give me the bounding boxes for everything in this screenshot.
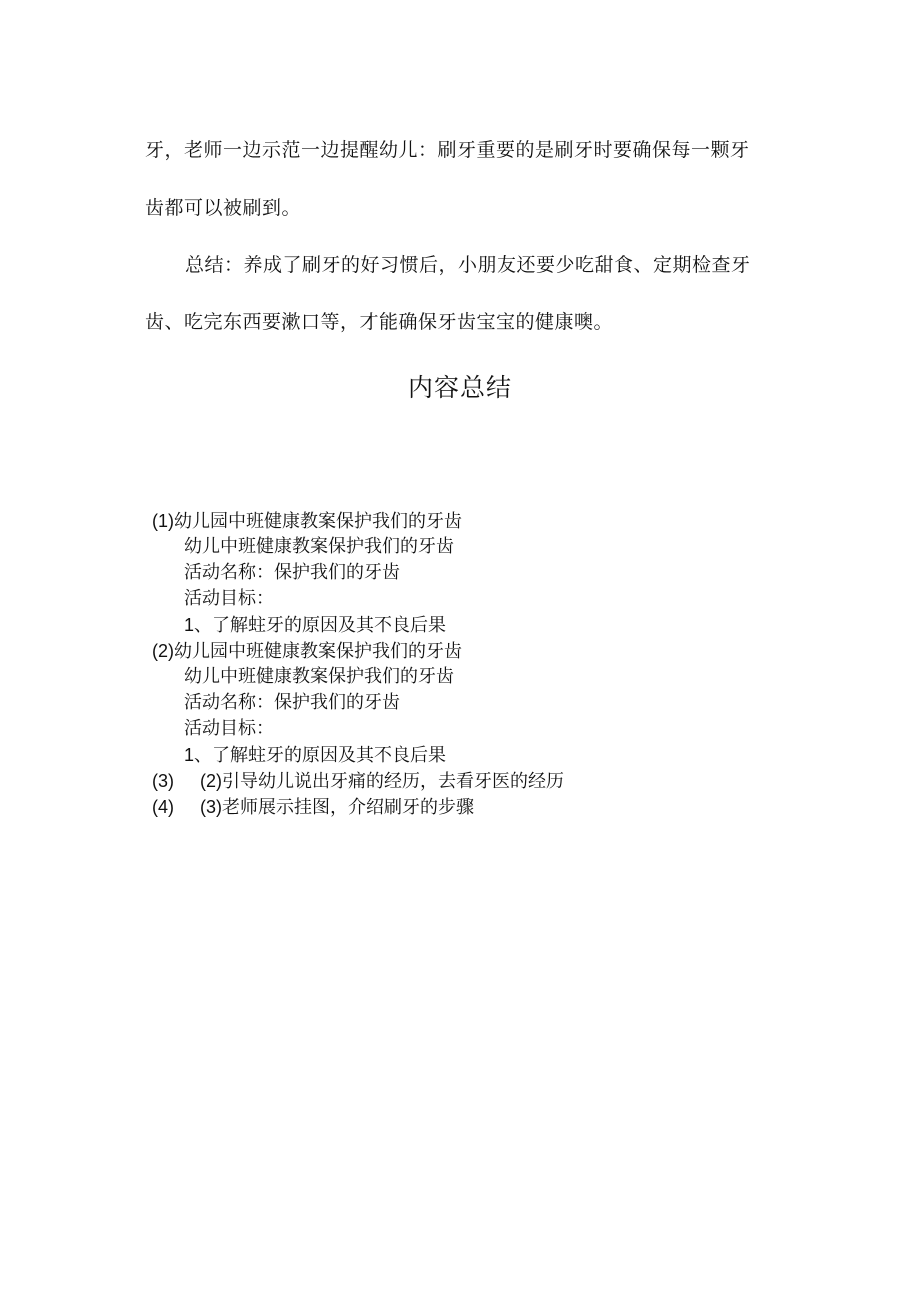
item-text: 幼儿园中班健康教案保护我们的牙齿 <box>174 511 462 532</box>
item-subnumber: (3) <box>200 797 222 817</box>
body-line-2: 齿都可以被刷到。 <box>145 197 302 219</box>
summary-item <box>152 534 564 560</box>
item-text: 活动目标： <box>184 718 274 739</box>
item-text: 、了解蛀牙的原因及其不良后果 <box>194 615 447 636</box>
item-text: 幼儿园中班健康教案保护我们的牙齿 <box>174 641 462 662</box>
item-text: 老师展示挂图，介绍刷牙的步骤 <box>222 797 474 818</box>
body-line-4: 齿、吃完东西要漱口等，才能确保牙齿宝宝的健康噢。 <box>145 311 614 333</box>
summary-item <box>152 638 564 664</box>
body-line-1: 牙，老师一边示范一边提醒幼儿：刷牙重要的是刷牙时要确保每一颗牙 <box>145 139 750 161</box>
section-title: 内容总结 <box>407 373 512 402</box>
summary-list <box>152 508 564 820</box>
item-text: 活动目标： <box>184 588 274 609</box>
item-text: 活动名称：保护我们的牙齿 <box>184 562 400 583</box>
body-line-3: 总结：养成了刷牙的好习惯后，小朋友还要少吃甜食、定期检查牙 <box>185 254 751 276</box>
summary-item <box>152 586 564 612</box>
item-text: 幼儿中班健康教案保护我们的牙齿 <box>184 536 454 557</box>
item-text: 活动名称：保护我们的牙齿 <box>184 692 400 713</box>
summary-item <box>152 690 564 716</box>
summary-item <box>152 794 564 820</box>
summary-item <box>152 664 564 690</box>
summary-item <box>152 560 564 586</box>
item-text: 幼儿中班健康教案保护我们的牙齿 <box>184 666 454 687</box>
item-number: (2) <box>152 641 174 661</box>
summary-item <box>152 768 564 794</box>
item-number: (1) <box>152 511 174 531</box>
item-number: 1 <box>184 615 195 635</box>
item-number: (3) <box>152 771 174 791</box>
item-number: 1 <box>184 745 195 765</box>
item-number: (4) <box>152 797 174 817</box>
summary-item <box>152 716 564 742</box>
item-text: 、了解蛀牙的原因及其不良后果 <box>194 745 447 766</box>
summary-item <box>152 742 564 768</box>
item-subnumber: (2) <box>200 771 222 791</box>
item-text: 引导幼儿说出牙痛的经历，去看牙医的经历 <box>222 771 564 792</box>
summary-item <box>152 508 564 534</box>
summary-item <box>152 612 564 638</box>
